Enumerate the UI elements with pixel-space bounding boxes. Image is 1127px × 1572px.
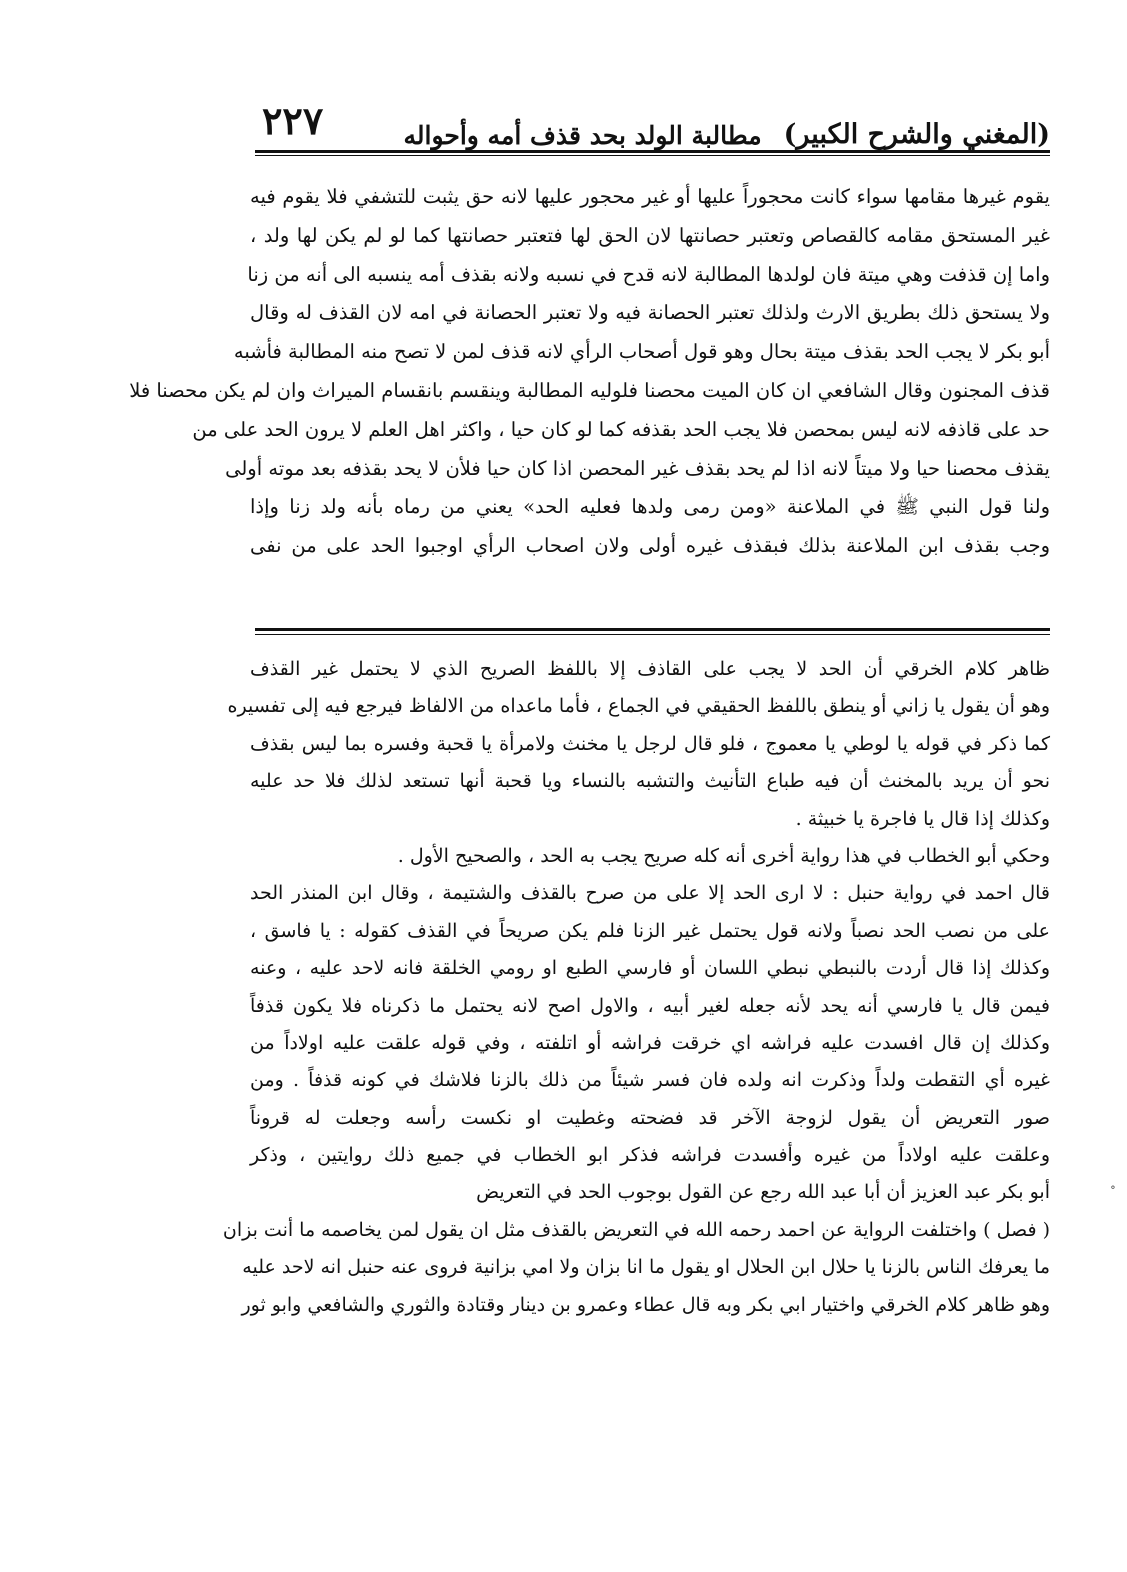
- commentary-line: صور التعريض أن يقول لزوجة الآخر قد فضحته وغطيت او نكست رأسه وجعلت له قروناً: [250, 1106, 1050, 1129]
- main-text-line: ولنا قول النبي ﷺ في الملاعنة «ومن رمى ولدها فعليه الحد» يعني من رماه بأنه ولد زنا وإذا: [250, 495, 1050, 519]
- commentary-line: وكذلك إذا قال أردت بالنبطي نبطي اللسان أو فارسي الطبع او رومي الخلقة فانه لاحد عليه ، وعنه: [250, 957, 1050, 980]
- commentary-line: وحكي أبو الخطاب في هذا رواية أخرى أنه كله صريح يجب به الحد ، والصحيح الأول .: [397, 844, 1050, 867]
- main-text-line: غير المستحق مقامه كالقصاص وتعتبر حصانتها لان الحق لها فتعتبر حصانتها كما لو لم يكن لها ولد ،: [250, 223, 1050, 247]
- header-rule-thin: [255, 155, 1050, 156]
- running-header: [250, 96, 1050, 150]
- commentary-line: غيره أي التقطت ولداً وذكرت انه ولده فان فسر شيئاً من ذلك بالزنا فلاشك في كونه قذفاً . ومن: [250, 1069, 1050, 1092]
- commentary-line: على من نصب الحد نصباً ولانه قول يحتمل غير الزنا فلم يكن صريحاً في القذف كقوله : يا فاسق ،: [250, 919, 1050, 942]
- commentary-line: قال احمد في رواية حنبل : لا ارى الحد إلا على من صرح بالقذف والشتيمة ، وقال ابن المنذر الحد: [250, 882, 1050, 905]
- section-divider: [255, 628, 1050, 631]
- commentary-line: وكذلك إن قال افسدت عليه فراشه اي خرقت فراشه أو اتلفته ، وفي قوله علقت عليه اولاداً من: [250, 1031, 1050, 1054]
- main-text-line: قذف المجنون وقال الشافعي ان كان الميت محصنا فلوليه المطالبة وينقسم بانقسام الميراث وان لم يكن محصنا فلا: [129, 378, 1050, 402]
- commentary-line: وعلقت عليه اولاداً من غيره وأفسدت فراشه فذكر ابو الخطاب في جميع ذلك روايتين ، وذكر: [250, 1144, 1050, 1167]
- commentary-line: ( فصل ) واختلفت الرواية عن احمد رحمه الله في التعريض بالقذف مثل ان يقول لمن يخاصمه ما أنت بزان: [222, 1218, 1050, 1241]
- commentary-line: وهو أن يقول يا زاني أو ينطق باللفظ الحقيقي في الجماع ، فأما ماعداه من الالفاظ فيرجع فيه إلى تفسيره: [227, 695, 1050, 718]
- commentary-line: نحو أن يريد بالمخنث أن فيه طباع التأنيث والتشبه بالنساء ويا قحبة أنها تستعد لذلك فلا حد عليه: [250, 770, 1050, 793]
- commentary-text-block: [222, 651, 1050, 1324]
- main-text-line: أبو بكر لا يجب الحد بقذف ميتة بحال وهو قول أصحاب الرأي لانه قذف لمن لا تصح منه المطالبة فأشبه: [233, 340, 1050, 364]
- main-text-line: يقذف محصنا حيا ولا ميتاً لانه اذا لم يحد بقذف غير المحصن اذا كان حيا فلأن لا يحد بقذفه بعد موته أولى: [225, 456, 1050, 480]
- margin-mark: ∘: [1110, 1180, 1116, 1194]
- topic-title: مطالبة الولد بحد قذف أمه وأحواله: [403, 121, 762, 150]
- commentary-line: وكذلك إذا قال يا فاجرة يا خبيثة .: [795, 807, 1050, 830]
- main-text-block: [129, 178, 1050, 566]
- commentary-line: أبو بكر عبد العزيز أن أبا عبد الله رجع عن القول بوجوب الحد في التعريض: [476, 1181, 1050, 1204]
- section-divider-thin: [255, 634, 1050, 635]
- commentary-line: فيمن قال يا فارسي أنه يحد لأنه جعله لغير أبيه ، والاول اصح لانه يحتمل ما ذكرناه فلا يكون قذفاً: [250, 994, 1050, 1017]
- commentary-line: ظاهر كلام الخرقي أن الحد لا يجب على القاذف إلا باللفظ الصريح الذي لا يحتمل غير القذف: [250, 658, 1050, 680]
- book-title: (المغني والشرح الكبير): [783, 119, 1050, 150]
- main-text-line: ولا يستحق ذلك بطريق الارث ولذلك تعتبر الحصانة فيه ولا تعتبر الحصانة في امه لان القذف له وقال: [250, 301, 1050, 325]
- header-rule: [255, 150, 1050, 153]
- main-text-line: حد على قاذفه لانه ليس بمحصن فلا يجب الحد بقذفه كما لو كان حيا ، واكثر اهل العلم لا يرون الحد على من: [192, 417, 1050, 441]
- commentary-line: كما ذكر في قوله يا لوطي يا معموج ، فلو قال لرجل يا مخنث ولامرأة يا قحبة وفسره بما ليس بقذف: [250, 732, 1050, 755]
- commentary-line: ما يعرفك الناس بالزنا يا حلال ابن الحلال او يقول ما انا بزان ولا امي بزانية فروى عنه حنبل انه لاحد عليه: [242, 1256, 1050, 1279]
- main-text-line: واما إن قذفت وهي ميتة فان لولدها المطالبة لانه قدح في نسبه ولانه بقذف أمه ينسبه الى أنه من زنا: [247, 262, 1050, 286]
- main-text-line: يقوم غيرها مقامها سواء كانت محجوراً عليها أو غير محجور عليها لانه حق يثبت للتشفي فلا يقوم فيه: [250, 185, 1050, 208]
- page-number: ٢٢٧: [262, 98, 324, 143]
- commentary-line: وهو ظاهر كلام الخرقي واختيار ابي بكر وبه قال عطاء وعمرو بن دينار وقتادة والثوري والشافعي وابو ثور: [241, 1293, 1050, 1316]
- main-text-line: وجب بقذف ابن الملاعنة بذلك فبقذف غيره أولى ولان اصحاب الرأي اوجبوا الحد على من نفى: [250, 534, 1050, 558]
